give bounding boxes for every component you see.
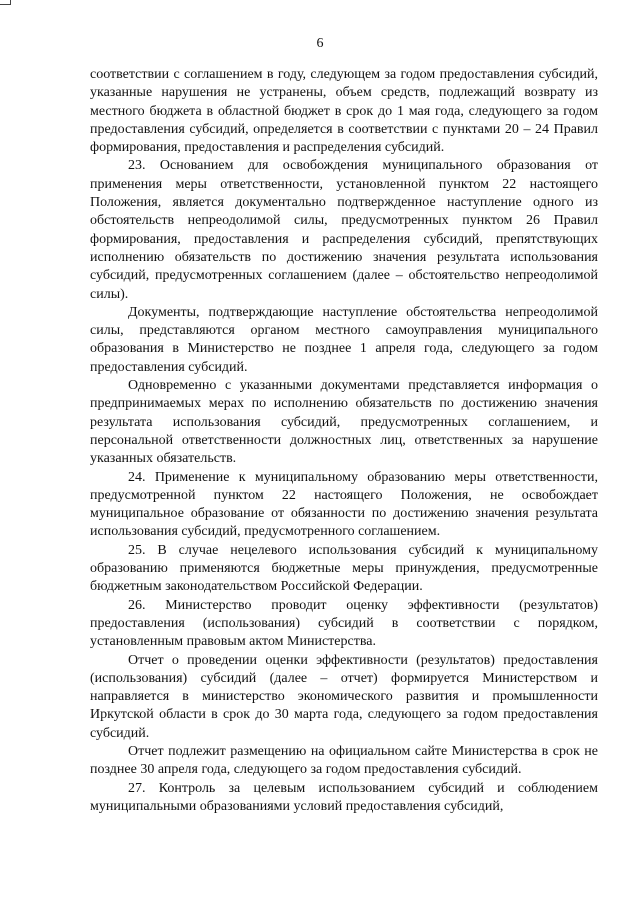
paragraph-report-publication: Отчет подлежит размещению на официальном сайте Министерства в срок не позднее 30 апреля года, следующего за годом предоставления субсидий. [90, 743, 598, 778]
paragraph-continuation: соответствии с соглашением в году, следующем за годом предоставления субсидий, указанные нарушения не устранены, объем средств, подлежащий возврату из местного бюджета в областной бюджет в срок до 1 мая года, следующего за годом предоставления субсидий, определяется в соответствии с пунктами 20 – 24 Правил формирования, предоставления и распределения субсидий. [90, 67, 598, 156]
paragraph-documents: Документы, подтверждающие наступление обстоятельства непреодолимой силы, представляются органом местного самоуправления муниципального образования в Министерство не позднее 1 апреля года, следующего за годом предоставления субсидий. [90, 304, 598, 375]
paragraph-item-26: 26. Министерство проводит оценку эффективности (результатов) предоставления (использования) субсидий в соответствии с порядком, установленным правовым актом Министерства. [90, 597, 598, 650]
corner-mark [0, 0, 11, 5]
paragraph-item-23: 23. Основанием для освобождения муниципального образования от применения меры ответственности, установленной пунктом 22 настоящего Положения, является документально подтвержденное наступление одного из обстоятельств непреодолимой силы, предусмотренных пунктом 26 Правил формирования, предоставления и распределения субсидий, препятствующих исполнению обязательств по достижению значения результата использования субсидий, предусмотренных соглашением (далее – обстоятельство непреодолимой силы). [90, 158, 598, 302]
page-number: 6 [316, 36, 324, 51]
paragraph-item-25: 25. В случае нецелевого использования субсидий к муниципальному образованию применяются бюджетные меры принуждения, предусмотренные бюджетным законодательством Российской Федерации. [90, 542, 598, 595]
paragraph-report: Отчет о проведении оценки эффективности (результатов) предоставления (использования) субсидий (далее – отчет) формируется Министерством и направляется в министерство экономического развития и промышленности Иркутской области в срок до 30 марта года, следующего за годом предоставления субсидий. [90, 652, 598, 741]
paragraph-item-27: 27. Контроль за целевым использованием субсидий и соблюдением муниципальными образованиями условий предоставления субсидий, [90, 780, 598, 814]
paragraph-simultaneously: Одновременно с указанными документами представляется информация о предпринимаемых мерах по исполнению обязательств по достижению значения результата использования субсидий, предусмотренных соглашением, и персональной ответственности должностных лиц, ответственных за нарушение указанных обязательств. [90, 378, 598, 467]
document-body [90, 66, 598, 816]
paragraph-item-24: 24. Применение к муниципальному образованию меры ответственности, предусмотренной пунктом 22 настоящего Положения, не освобождает муниципальное образование от обязанности по достижению значения результата использования субсидий, предусмотренного соглашением. [90, 469, 598, 540]
